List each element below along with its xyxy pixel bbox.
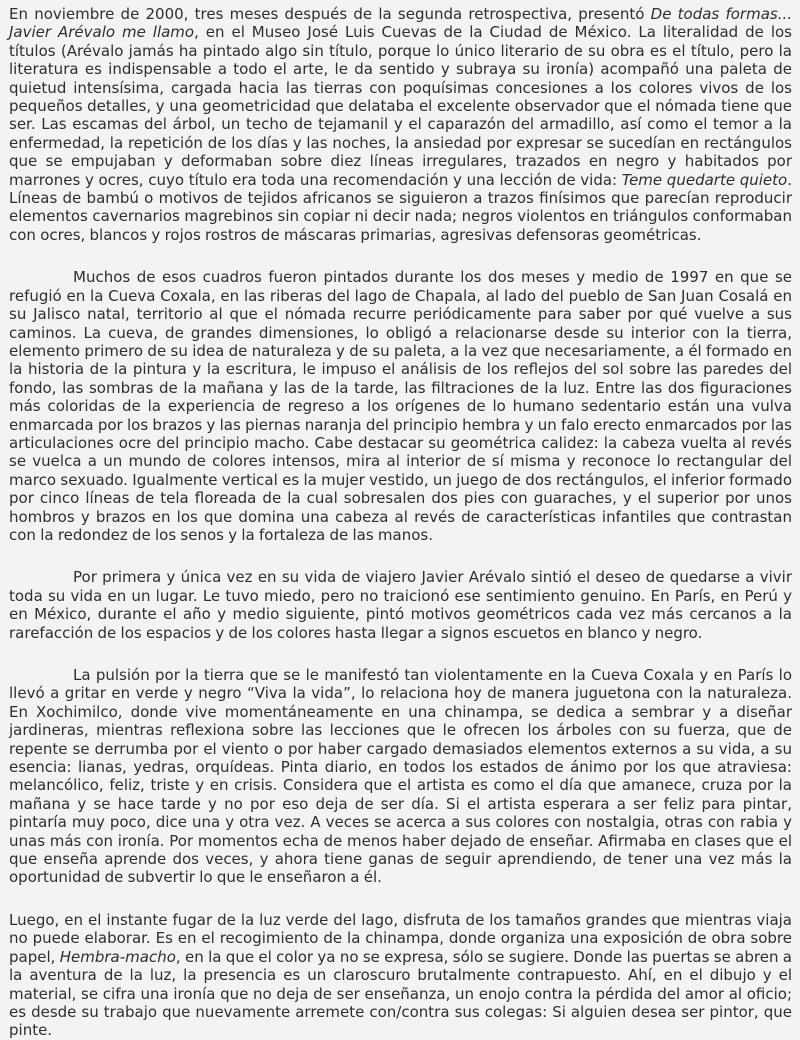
paragraph-1-text: En noviembre de 2000, tres meses después de la segunda retrospectiva, presentó xyxy=(9,5,651,23)
exhibition-title-de-todas-formas: De todas formas... Javier Arévalo me llamo xyxy=(9,5,792,42)
paragraph-5-text: Luego, en el instante fugar de la luz verde del lago, disfruta de los tamaños grandes que mientras viaja no puede elaborar. Es en el recogimiento de la chinampa, donde organiza una exposición de obra sobre papel, xyxy=(9,910,792,966)
paragraph-2-text: Muchos de esos cuadros fueron pintados durante los dos meses y medio de 1997 en que se refugió en la Cueva Coxala, en las riberas del lago de Chapala, al lado del pueblo de San Juan Cosalá en su Jalisco natal, territorio al que el nómada recurre periódicamente para saber por qué vuelve a sus caminos. La cueva, de grandes dimensiones, lo obligó a relacionarse desde su interior con la tierra, elemento primero de su idea de naturaleza y de su paleta, a la vez que necesariamente, a él formado en la historia de la pintura y la escritura, le impuso el análisis de los reflejos del sol sobre las paredes del fondo, las sombras de la mañana y las de la tarde, las filtraciones de la luz. Entre las dos figuraciones más coloridas de la experiencia de regreso a los orígenes de lo humano sedentario están una vulva enmarcada por los brazos y las piernas naranja del principio hembra y un falo erecto enmarcados por las articulaciones ocre del principio macho. Cabe destacar su geométrica calidez: la cabeza vuelta al revés se vuelca a un mundo de colores intensos, mira al interior de sí misma y reconoce lo rectangular del marco sexuado. Igualmente vertical es la mujer vestido, un juego de dos rectángulos, el inferior formado por cinco líneas de tela floreada de la cual sobresalen dos pies con guaraches, y el superior por unos hombros y brazos en los que domina una cabeza al revés de características infantiles que contrastan con la redondez de los senos y la fortaleza de las manos. xyxy=(9,268,792,544)
document-page xyxy=(9,5,792,1040)
paragraph-1-text-end: . Líneas de bambú o motivos de tejidos africanos se siguieron a trazos finísimos que parecían reproducir elementos cavernarios magrebinos sin copiar ni decir nada; negros violentos en triángulos conformaban con ocres, blancos y rojos rostros de máscaras primarias, agresivas defensoras geométricas. xyxy=(9,170,792,244)
paragraph-2 xyxy=(9,268,792,544)
paragraph-5-text-end: , en la que el color ya no se expresa, sólo se sugiere. Donde las puertas se abren a la aventura de la luz, la presencia es un claroscuro brutalmente contrapuesto. Ahí, en el dibujo y el material, se cifra una ironía que no deja de ser enseñanza, un enojo contra la pérdida del amor al oficio; es desde su trabajo que nuevamente arremete con/contra sus colegas: Si alguien desea ser pintor, que pinte. xyxy=(9,947,792,1040)
paragraph-3 xyxy=(9,568,792,642)
exhibition-title-hembra-macho: Hembra-macho xyxy=(59,947,176,966)
paragraph-1-text-cont: , en el Museo José Luis Cuevas de la Ciudad de México. La literalidad de los títulos (Arévalo jamás ha pintado algo sin título, porque lo único literario de su obra es el título, pero la literatura es indispensable a todo el arte, le da sentido y subraya su ironía) acompañó una paleta de quietud intensísima, cargada hacia las tierras con poquísimas concesiones a los colores vivos de los pequeños detalles, y una geometricidad que delataba el excelente observador que el nómada tiene que ser. Las escamas del árbol, un techo de tejamanil y el caparazón del armadillo, así como el temor a la enfermedad, la repetición de los días y las noches, la ansiedad por expresar se sucedían en rectángulos que se empujaban y deformaban sobre diez líneas irregulares, trazados en negro y habitados por marrones y ocres, cuyo título era toda una recomendación y una lección de vida: xyxy=(9,23,792,189)
paragraph-5 xyxy=(9,911,792,1040)
paragraph-4-text: La pulsión por la tierra que se le manifestó tan violentamente en la Cueva Coxala y en París lo llevó a gritar en verde y negro “Viva la vida”, lo relaciona hoy de manera juguetona con la naturaleza. En Xochimilco, donde vive momentáneamente en una chinampa, se dedica a sembrar y a diseñar jardineras, mientras reflexiona sobre las lecciones que le ofrecen los árboles con su fuerza, que de repente se derrumba por el viento o por haber cargado demasiados elementos externos a su vida, a su esencia: lianas, yedras, orquídeas. Pinta diario, en todos los estados de ánimo por los que atraviesa: melancólico, feliz, triste y en crisis. Considera que el artista es como el día que amanece, cruza por la mañana y se hace tarde y no por eso deja de ser día. Si el artista esperara a ser feliz para pintar, pintaría muy poco, dice una y otra vez. A veces se acerca a sus colores con nostalgia, otras con rabia y unas más con ironía. Por momentos echa de menos haber dejado de enseñar. Afirmaba en clases que el que enseña aprende dos veces, y ahora tiene ganas de seguir aprendiendo, de tener una vez más la oportunidad de subvertir lo que le enseñaron a él. xyxy=(9,666,792,887)
paragraph-4 xyxy=(9,666,792,887)
paragraph-3-text: Por primera y única vez en su vida de viajero Javier Arévalo sintió el deseo de quedarse a vivir toda su vida en un lugar. Le tuvo miedo, pero no traicionó ese sentimiento genuino. En París, en Perú y en México, durante el año y medio siguiente, pintó motivos geométricos cada vez más cercanos a la rarefacción de los espacios y de los colores hasta llegar a signos escuetos en blanco y negro. xyxy=(9,568,792,642)
paragraph-1 xyxy=(9,5,792,244)
work-title-teme-quedarte-quieto: Teme quedarte quieto xyxy=(621,170,788,189)
